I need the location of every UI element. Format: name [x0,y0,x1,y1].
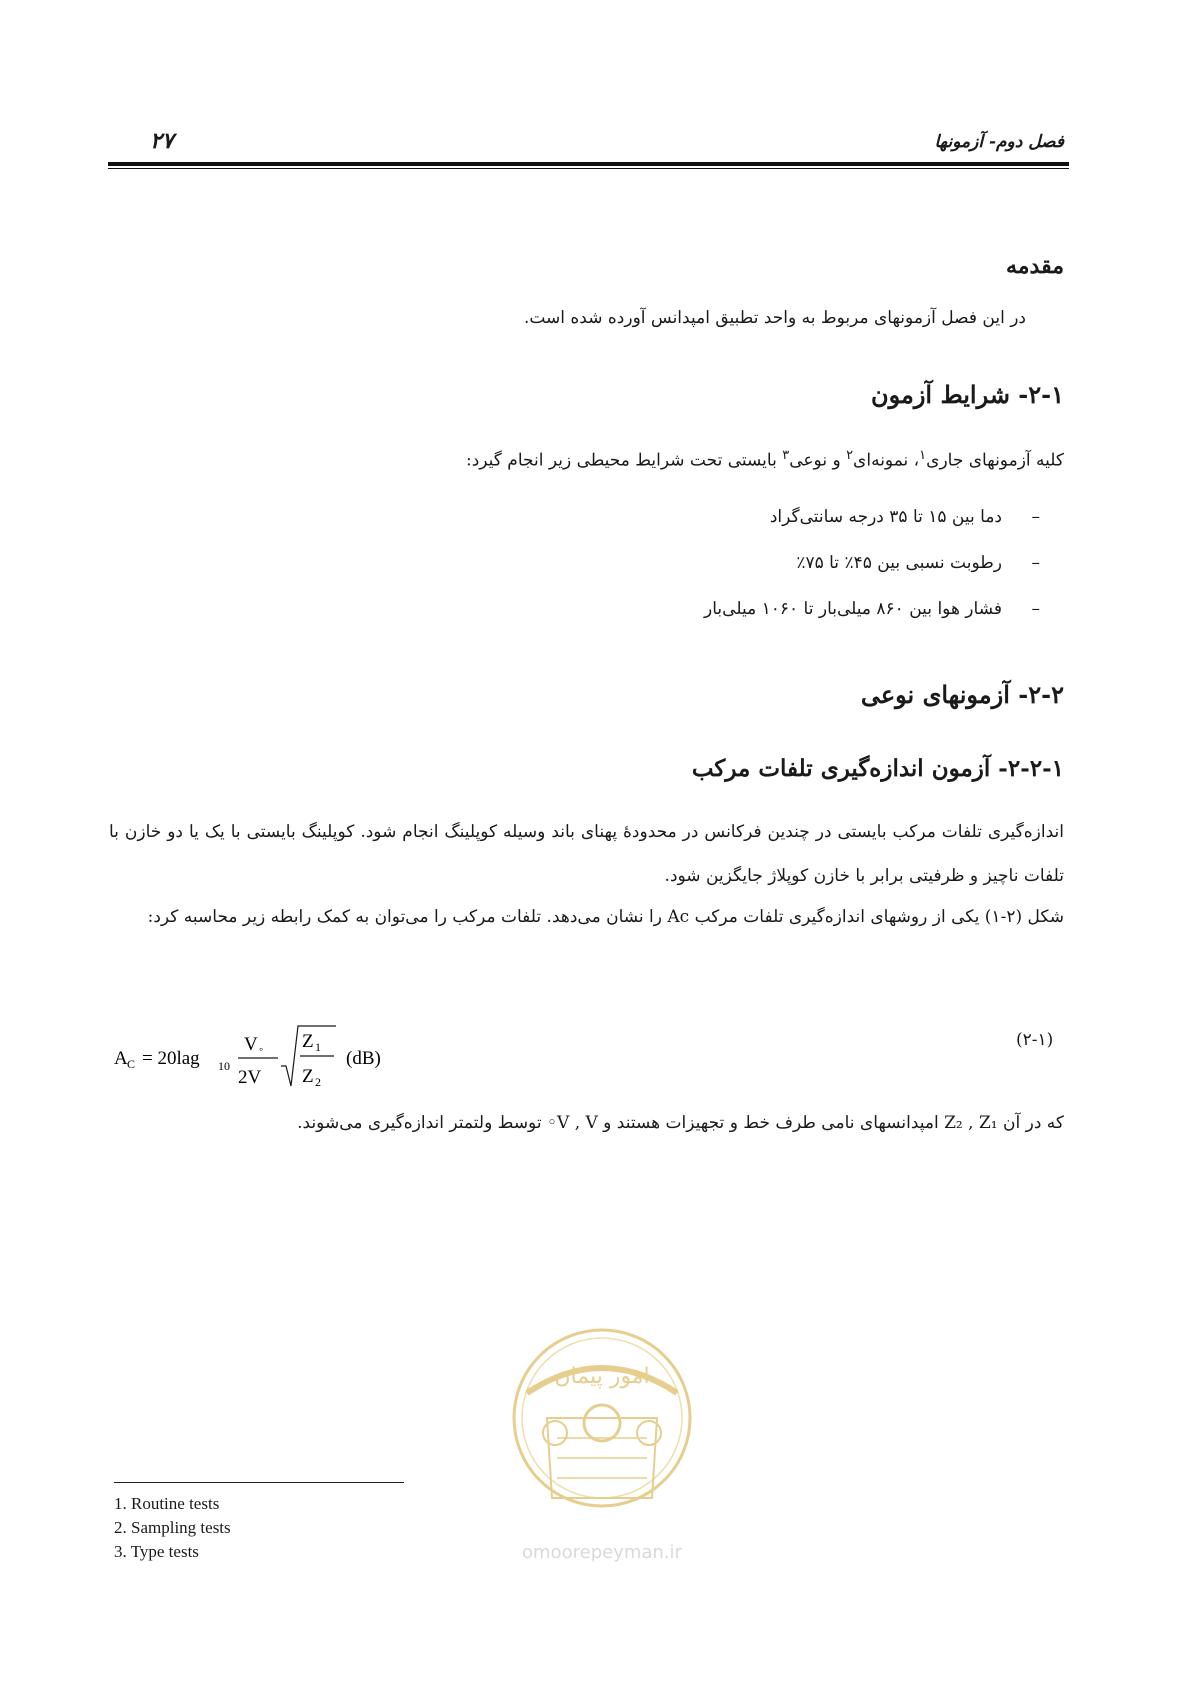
section-2-1-heading: ۲-۲-۱- آزمون اندازه‌گیری تلفات مرکب [691,755,1064,782]
page-number: ۲۷ [150,128,174,154]
svg-text:omoorepeyman.ir: omoorepeyman.ir [522,1542,682,1563]
watermark-seal-logo [487,1323,717,1573]
footnote-ref-3: ۳ [782,448,790,463]
svg-text:C: C [127,1057,136,1071]
svg-text:Z: Z [302,1066,314,1087]
svg-text:Z: Z [302,1031,314,1052]
footnote-ref-1: ۱ [919,448,927,463]
section-1-heading: ۲-۱- شرایط آزمون [870,380,1064,409]
footnote-3: 3. Type tests [114,1542,199,1561]
svg-text:(dB): (dB) [346,1048,381,1069]
svg-text:1: 1 [315,1040,321,1054]
svg-text:امور پیمان: امور پیمان [554,1364,650,1389]
section-1-lead: کلیه آزمونهای جاری$^۱$، نمونه‌ای$^۲$ و نوعی$^۳$ بایستی تحت شرایط محیطی زیر انجام گیرد: [466,448,1064,471]
footnote-rule [114,1482,404,1483]
footnote-1: 1. Routine tests [114,1494,220,1513]
svg-text:◦: ◦ [259,1042,264,1056]
header-rule-thin [108,168,1069,169]
formula-number: (۲-۱) [1016,1030,1054,1050]
intro-heading: مقدمه [1005,253,1064,279]
svg-text:A: A [114,1048,128,1069]
svg-text:10: 10 [218,1059,230,1073]
svg-text:= 20lag: = 20lag [142,1048,200,1069]
paragraph-1: اندازه‌گیری تلفات مرکب بایستی در چندین فرکانس در محدودۀ پهنای باند وسیله کوپلینگ انجام شود. کوپلینگ بایستی با یک یا دو خازن با تلفات ناچیز و ظرفیتی برابر با خازن کوپلاژ جایگزین شود. [109,822,1064,886]
svg-text:2: 2 [315,1075,321,1089]
footnote-2: 2. Sampling tests [114,1518,231,1537]
header-rule-thick [108,162,1069,166]
footnote-ref-2: ۲ [846,448,854,463]
intro-text: در این فصل آزمونهای مربوط به واحد تطبیق امپدانس آورده شده است. [523,308,1026,328]
section-2-heading: ۲-۲- آزمونهای نوعی [860,680,1064,709]
svg-text:2V: 2V [238,1067,262,1088]
svg-text:V: V [244,1034,258,1055]
paragraph-3: که در آن Z₂ , Z₁ امپدانسهای نامی طرف خط و تجهیزات هستند و V , V◦ توسط ولتمتر اندازه‌گیری می‌شوند. [297,1113,1064,1133]
bullet-item: – دما بین ۱۵ تا ۳۵ درجه سانتی‌گراد [769,507,1040,527]
bullet-item: – رطوبت نسبی بین ۴۵٪ تا ۷۵٪ [796,553,1040,573]
chapter-title: فصل دوم- آزمونها [934,132,1064,152]
paragraph-2: شکل (۲-۱) یکی از روشهای اندازه‌گیری تلفات مرکب Ac را نشان می‌دهد. تلفات مرکب را می‌توان به کمک رابطه زیر محاسبه کرد: [147,907,1064,927]
bullet-item: – فشار هوا بین ۸۶۰ میلی‌بار تا ۱۰۶۰ میلی‌بار [704,599,1040,619]
formula-insertion-loss [114,1022,474,1092]
